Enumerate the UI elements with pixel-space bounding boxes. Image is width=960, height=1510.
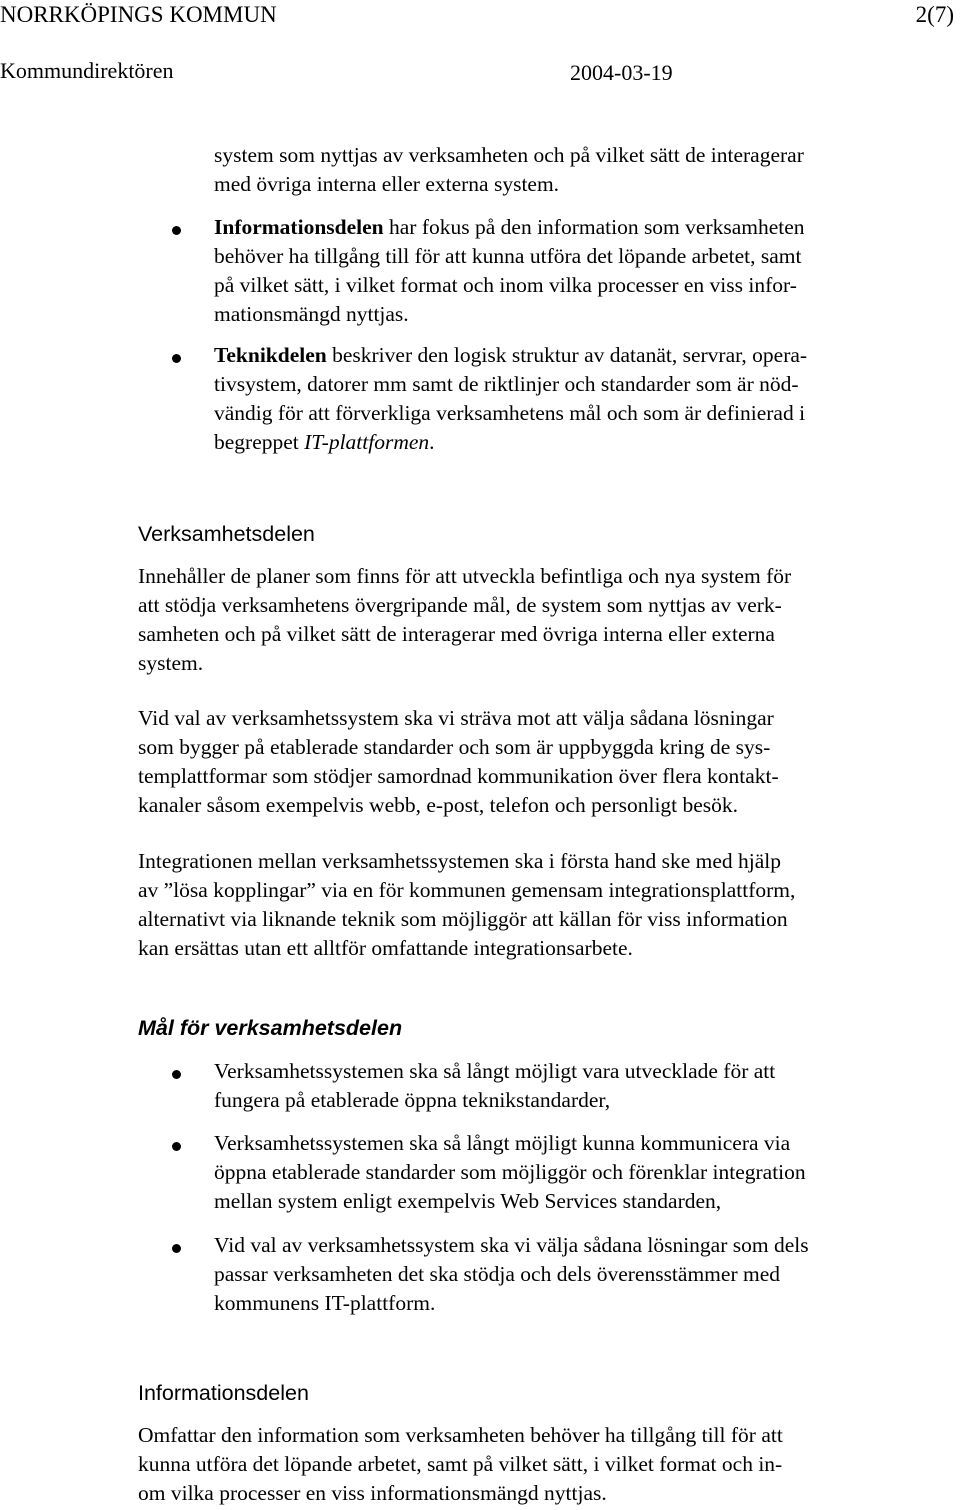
bullet-dot xyxy=(172,1070,181,1079)
goal-bullet-item xyxy=(214,1231,914,1318)
bullet-dot xyxy=(172,354,181,363)
text-line: fungera på etablerade öppna teknikstandarder, xyxy=(214,1088,611,1112)
text-line: system som nyttjas av verksamheten och på vilket sätt de interagerar xyxy=(214,143,804,167)
text-line: templattformar som stödjer samordnad kommunikation över flera kontakt- xyxy=(138,764,779,788)
bullet-dot xyxy=(172,1244,181,1253)
text-line: passar verksamheten det ska stödja och dels överensstämmer med xyxy=(214,1262,780,1286)
text-line: Omfattar den information som verksamheten behöver ha tillgång till för att xyxy=(138,1423,783,1447)
text-line: med övriga interna eller externa system. xyxy=(214,172,560,196)
text-line: system. xyxy=(138,651,204,675)
text-line: alternativt via liknande teknik som möjliggör att källan för viss information xyxy=(138,907,788,931)
paragraph xyxy=(138,704,913,820)
text-line: att stödja verksamhetens övergripande mål, de system som nyttjas av verk- xyxy=(138,593,782,617)
text-line: mellan system enligt exempelvis Web Services standarden, xyxy=(214,1189,722,1213)
text-line: kommunens IT-plattform. xyxy=(214,1291,436,1315)
text-line: Verksamhetssystemen ska så långt möjligt kunna kommunicera via xyxy=(214,1131,791,1155)
organization-name: NORRKÖPINGS KOMMUN xyxy=(0,2,277,27)
bullet-item-informationsdelen xyxy=(214,213,914,329)
goal-bullet-item xyxy=(214,1057,914,1115)
bullet-item-teknikdelen xyxy=(214,341,914,457)
document-date: 2004-03-19 xyxy=(570,60,673,85)
goal-bullet-item xyxy=(214,1129,914,1216)
bullet-term: Informationsdelen xyxy=(214,215,384,239)
page-number: 2(7) xyxy=(915,2,954,27)
section-heading-informationsdelen: Informationsdelen xyxy=(138,1381,309,1405)
bullet-dot xyxy=(172,1142,181,1151)
paragraph xyxy=(138,562,913,678)
text-line: kunna utföra det löpande arbetet, samt på vilket sätt, i vilket format och in- xyxy=(138,1452,783,1476)
text-line: på vilket sätt, i vilket format och inom vilka processer en viss infor- xyxy=(214,273,797,297)
text-line: Innehåller de planer som finns för att utveckla befintliga och nya system för xyxy=(138,564,792,588)
text-line: har fokus på den information som verksamheten xyxy=(383,215,805,239)
text-line: kanaler såsom exempelvis webb, e-post, telefon och personligt besök. xyxy=(138,793,739,817)
intro-continuation xyxy=(214,141,914,199)
text-line: av ”lösa kopplingar” via en för kommunen gemensam integrationsplattform, xyxy=(138,878,796,902)
paragraph xyxy=(138,847,913,963)
text-line: beskriver den logisk struktur av datanät, servrar, opera- xyxy=(326,343,808,367)
department-name: Kommundirektören xyxy=(0,58,174,83)
text-line: som bygger på etablerade standarder och som är uppbyggda kring de sys- xyxy=(138,735,771,759)
section-heading-mal: Mål för verksamhetsdelen xyxy=(138,1016,403,1040)
text-line: samheten och på vilket sätt de interagerar med övriga interna eller externa xyxy=(138,622,775,646)
text-line: öppna etablerade standarder som möjliggör och förenklar integration xyxy=(214,1160,806,1184)
text-line: Verksamhetssystemen ska så långt möjligt vara utvecklade för att xyxy=(214,1059,776,1083)
section-heading-verksamhetsdelen: Verksamhetsdelen xyxy=(138,522,315,546)
text-line: kan ersättas utan ett alltför omfattande integrationsarbete. xyxy=(138,936,633,960)
italic-term: IT-plattformen xyxy=(304,430,430,454)
bullet-dot xyxy=(172,226,181,235)
text-line: mationsmängd nyttjas. xyxy=(214,302,409,326)
bullet-term: Teknikdelen xyxy=(214,343,327,367)
punctuation: . xyxy=(429,430,435,454)
text-line: Integrationen mellan verksamhetssystemen ska i första hand ske med hjälp xyxy=(138,849,782,873)
text-line: tivsystem, datorer mm samt de riktlinjer och standarder som är nöd- xyxy=(214,372,799,396)
text-line: om vilka processer en viss informationsmängd nyttjas. xyxy=(138,1481,607,1505)
text-line: behöver ha tillgång till för att kunna utföra det löpande arbetet, samt xyxy=(214,244,802,268)
text-line: Vid val av verksamhetssystem ska vi välja sådana lösningar som dels xyxy=(214,1233,809,1257)
text-line: Vid val av verksamhetssystem ska vi sträva mot att välja sådana lösningar xyxy=(138,706,774,730)
paragraph xyxy=(138,1421,913,1508)
text-line: vändig för att förverkliga verksamhetens mål och som är definierad i xyxy=(214,401,806,425)
text-line: begreppet xyxy=(214,430,305,454)
